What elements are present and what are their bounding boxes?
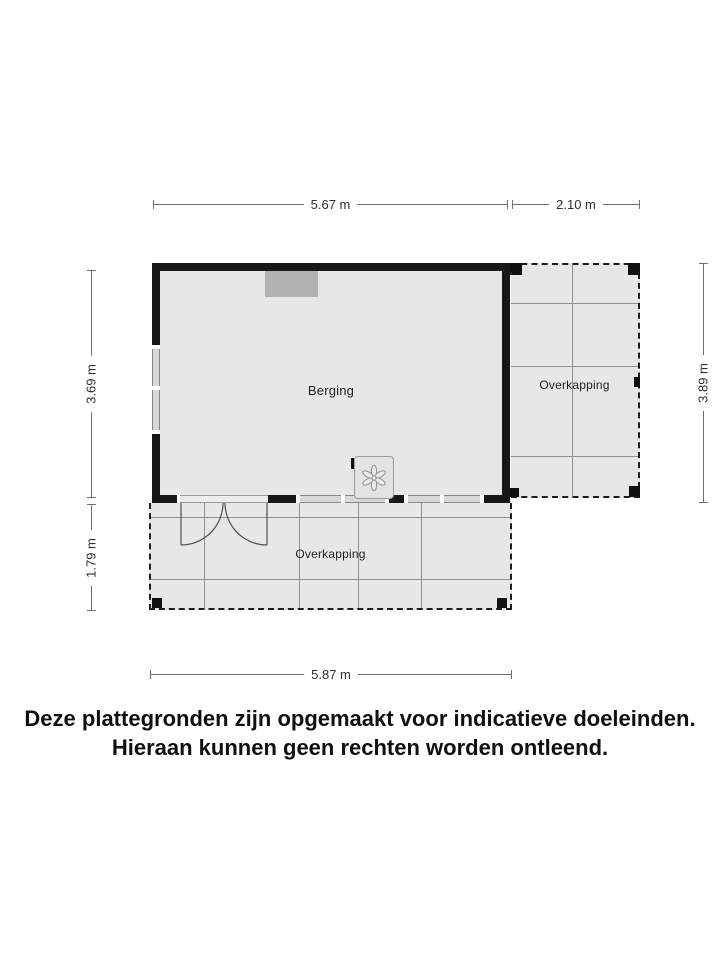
dimension-right-side — [696, 263, 710, 503]
dimension-line — [357, 204, 507, 205]
post-marker — [510, 488, 519, 497]
fan-icon — [361, 465, 387, 491]
dimension-label — [696, 355, 710, 411]
window-mullion — [152, 386, 160, 390]
room-label: Overkapping — [295, 547, 366, 561]
dimension-label: 5.87 m — [311, 666, 351, 682]
grid-line — [511, 303, 638, 304]
heater-unit — [354, 456, 394, 499]
room-label: Overkapping — [539, 378, 610, 392]
dimension-label — [84, 530, 98, 586]
dimension-text: 3.69 m — [83, 364, 99, 404]
window — [300, 495, 341, 503]
dimension-line — [91, 271, 92, 356]
window-mullion — [152, 345, 160, 349]
post-marker — [510, 263, 522, 275]
dimension-tick — [87, 497, 96, 498]
disclaimer-line1: Deze plattegronden zijn opgemaakt voor indicatieve doeleinden. — [24, 706, 696, 731]
dimension-top-right — [512, 197, 640, 211]
dimension-text: 1.79 m — [83, 537, 99, 578]
room-overkapping-right — [511, 263, 640, 498]
dimension-left-lower — [84, 504, 98, 611]
dimension-label: 5.67 m — [310, 196, 351, 212]
dimension-line — [91, 586, 92, 611]
dimension-left-upper — [84, 270, 98, 498]
post-marker — [497, 598, 507, 608]
dimension-bottom — [150, 667, 512, 681]
post-marker — [628, 263, 640, 275]
window-mullion — [152, 430, 160, 434]
dimension-line — [91, 412, 92, 497]
dimension-tick — [639, 200, 640, 209]
dimension-tick — [507, 200, 508, 209]
double-door-swing — [170, 495, 280, 553]
wall-niche — [265, 271, 318, 297]
dimension-label — [84, 356, 98, 412]
dimension-tick — [87, 610, 96, 611]
dimension-line — [513, 204, 549, 205]
room-berging — [152, 263, 510, 503]
dimension-line — [703, 411, 704, 502]
disclaimer — [0, 704, 720, 762]
dimension-line — [358, 674, 511, 675]
post-marker — [629, 486, 640, 497]
dimension-top-main — [153, 197, 508, 211]
dimension-tick — [699, 502, 708, 503]
disclaimer-line2: Hieraan kunnen geen rechten worden ontleend. — [111, 735, 609, 760]
dimension-label: 2.10 m — [556, 196, 596, 212]
post-marker — [152, 598, 162, 608]
grid-line — [511, 366, 638, 367]
dimension-line — [603, 204, 639, 205]
wall-gap — [480, 495, 484, 503]
grid-line — [511, 456, 638, 457]
dimension-text: 3.89 m — [695, 363, 711, 403]
dimension-line — [154, 204, 304, 205]
room-label: Berging — [307, 383, 355, 398]
dimension-tick — [511, 670, 512, 679]
window — [408, 495, 440, 503]
dimension-line — [151, 674, 304, 675]
window — [444, 495, 480, 503]
dimension-line — [91, 505, 92, 530]
dimension-line — [703, 264, 704, 355]
